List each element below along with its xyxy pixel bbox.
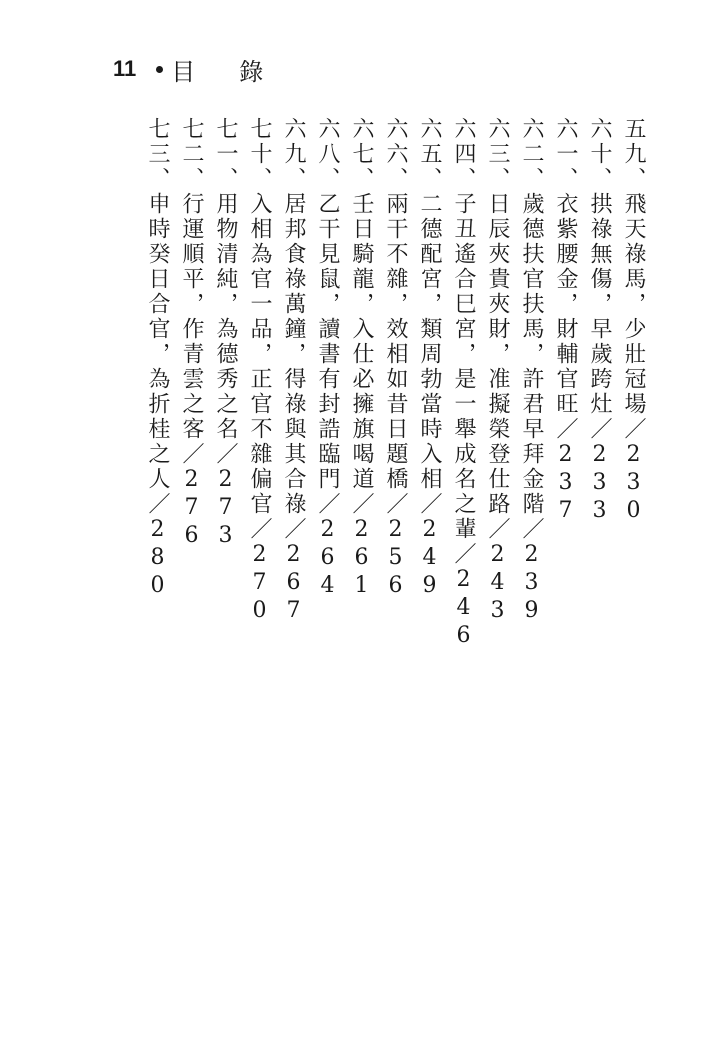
- toc-entry: 六八、乙干見鼠，讀書有封誥臨門／264: [315, 117, 340, 601]
- page-header: [113, 52, 307, 86]
- toc-entry: 六一、衣紫腰金，財輔官旺／237: [553, 117, 578, 526]
- page-title: 目錄: [171, 57, 308, 86]
- toc-entry: 五九、飛天祿馬，少壯冠場／230: [621, 117, 646, 526]
- toc-entry: 六七、壬日騎龍，入仕必擁旗喝道／261: [349, 117, 374, 601]
- toc-entry: 六五、二德配宮，類周勃當時入相／249: [417, 117, 442, 601]
- table-of-contents: [120, 117, 650, 717]
- toc-entry: 六十、拱祿無傷，早歲跨灶／233: [587, 117, 612, 526]
- toc-entry: 六三、日辰夾貴夾財，准擬榮登仕路／243: [485, 117, 510, 626]
- toc-entry: 六六、兩干不雜，效相如昔日題橋／256: [383, 117, 408, 601]
- toc-entry: 七十、入相為官一品，正官不雜偏官／270: [247, 117, 272, 626]
- bullet-icon: [156, 66, 163, 73]
- toc-entry: 七二、行運順平，作青雲之客／276: [179, 117, 204, 551]
- toc-entry: 六九、居邦食祿萬鐘，得祿與其合祿／267: [281, 117, 306, 626]
- toc-entry: 七一、用物清純，為德秀之名／273: [213, 117, 238, 551]
- page-number: 11: [113, 56, 137, 81]
- toc-entry: 六四、子丑遙合巳宮，是一舉成名之輩／246: [451, 117, 476, 651]
- toc-entry: 七三、申時癸日合官，為折桂之人／280: [145, 117, 170, 601]
- toc-entry: 六二、歲德扶官扶馬，許君早拜金階／239: [519, 117, 544, 626]
